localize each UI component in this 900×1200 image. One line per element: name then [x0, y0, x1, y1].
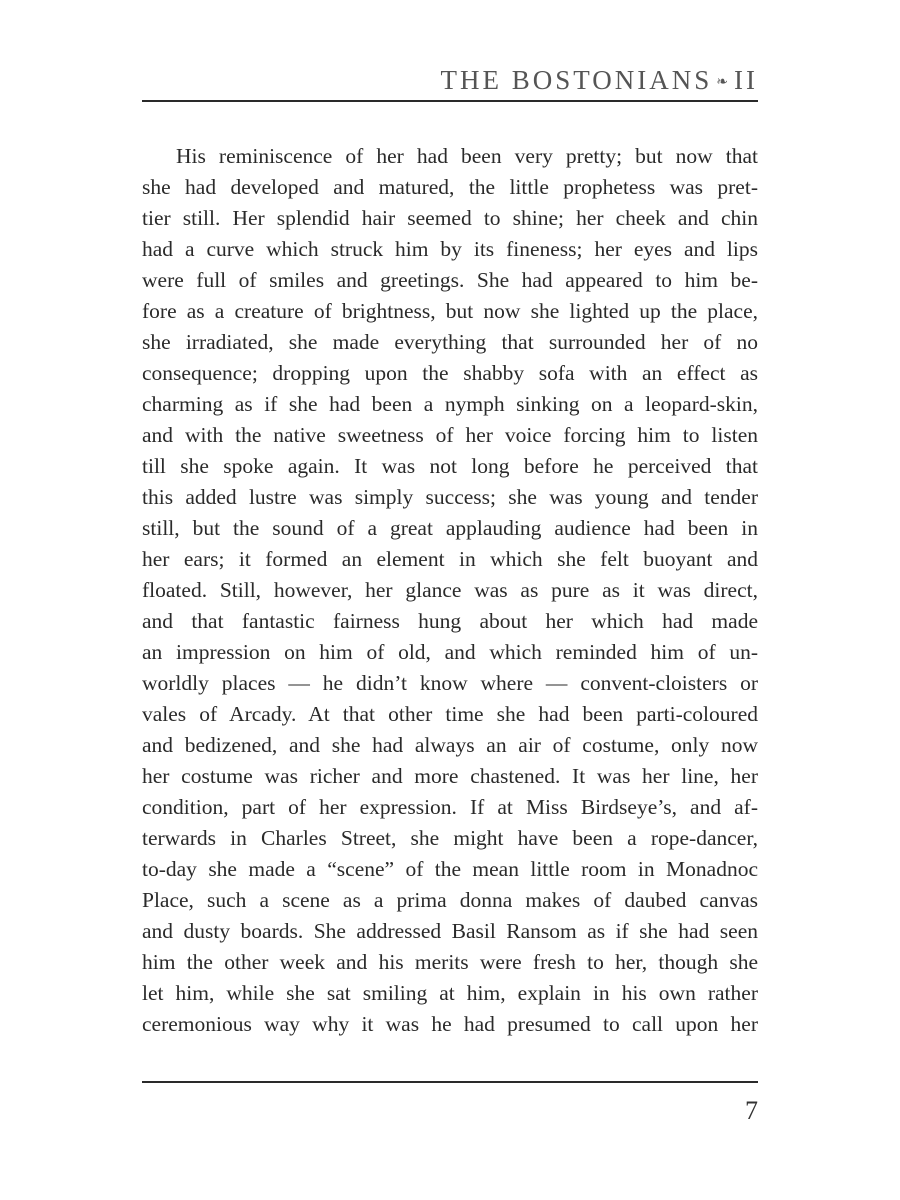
footer-rule	[142, 1081, 758, 1083]
text-line: His reminiscence of her had been very pretty; but now that	[176, 144, 758, 168]
text-line: her costume was richer and more chastened. It was her line, her	[142, 764, 758, 788]
text-line: consequence; dropping upon the shabby sofa with an effect as	[142, 361, 758, 385]
body-paragraph	[142, 141, 758, 1040]
running-head	[142, 60, 758, 100]
text-line: and that fantastic fairness hung about her which had made	[142, 609, 758, 633]
text-line: condition, part of her expression. If at Miss Birdseye’s, and af-	[142, 795, 758, 819]
text-line: were full of smiles and greetings. She had appeared to him be-	[142, 268, 758, 292]
text-line: fore as a creature of brightness, but now she lighted up the place,	[142, 299, 758, 323]
text-line: charming as if she had been a nymph sinking on a leopard-skin,	[142, 392, 758, 416]
text-line: him the other week and his merits were fresh to her, though she	[142, 950, 758, 974]
text-line: and bedizened, and she had always an air of costume, only now	[142, 733, 758, 757]
text-line: worldly places — he didn’t know where — convent-cloisters or	[142, 671, 758, 695]
book-title: THE BOSTONIANS	[440, 65, 713, 95]
text-line: an impression on him of old, and which reminded him of un-	[142, 640, 758, 664]
text-line: she irradiated, she made everything that surrounded her of no	[142, 330, 758, 354]
header-rule	[142, 100, 758, 102]
text-line: and with the native sweetness of her voice forcing him to listen	[142, 423, 758, 447]
fleuron-icon: ❧	[716, 74, 729, 90]
text-line: let him, while she sat smiling at him, explain in his own rather	[142, 981, 758, 1005]
part-number: II	[734, 65, 758, 95]
text-line: till she spoke again. It was not long before he perceived that	[142, 454, 758, 478]
text-line: floated. Still, however, her glance was as pure as it was direct,	[142, 578, 758, 602]
text-line: to-day she made a “scene” of the mean little room in Monadnoc	[142, 857, 758, 881]
text-line: she had developed and matured, the little prophetess was pret-	[142, 175, 758, 199]
text-line: vales of Arcady. At that other time she had been parti-coloured	[142, 702, 758, 726]
text-line: this added lustre was simply success; she was young and tender	[142, 485, 758, 509]
text-line: tier still. Her splendid hair seemed to shine; her cheek and chin	[142, 206, 758, 230]
text-line: had a curve which struck him by its fineness; her eyes and lips	[142, 237, 758, 261]
text-line: her ears; it formed an element in which she felt buoyant and	[142, 547, 758, 571]
text-line: and dusty boards. She addressed Basil Ransom as if she had seen	[142, 919, 758, 943]
page-number: 7	[745, 1096, 758, 1125]
text-line: terwards in Charles Street, she might have been a rope-dancer,	[142, 826, 758, 850]
text-line: ceremonious way why it was he had presumed to call upon her	[142, 1012, 758, 1036]
text-line: Place, such a scene as a prima donna makes of daubed canvas	[142, 888, 758, 912]
text-line: still, but the sound of a great applauding audience had been in	[142, 516, 758, 540]
